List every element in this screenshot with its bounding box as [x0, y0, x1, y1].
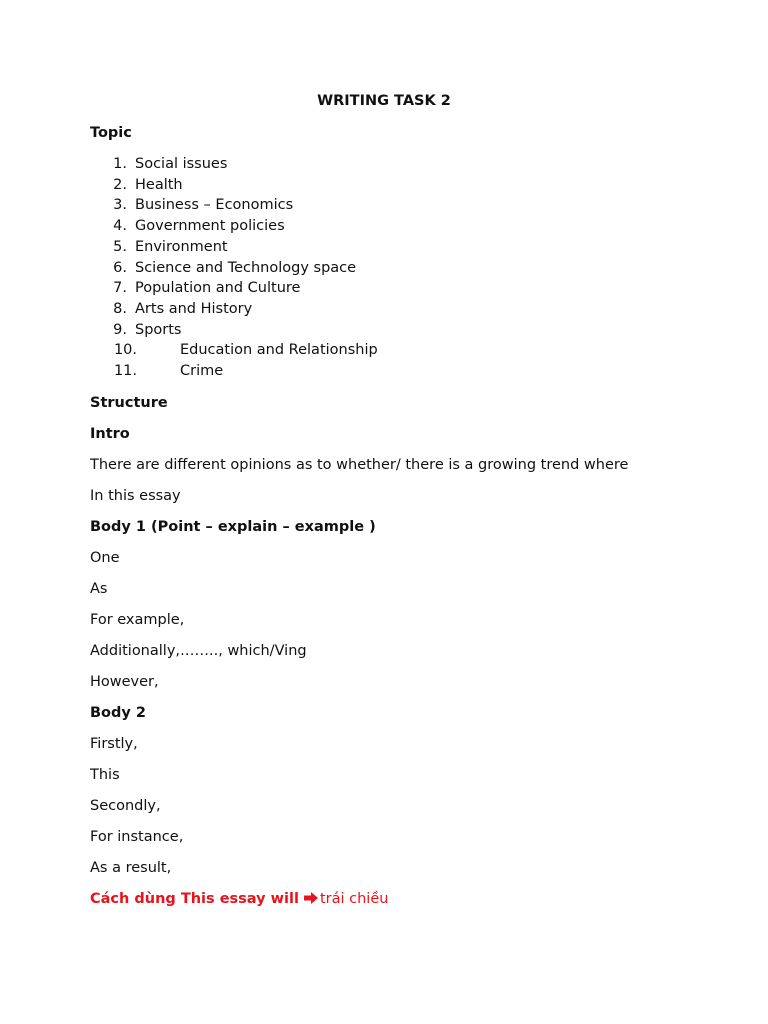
- page-title: WRITING TASK 2: [317, 93, 451, 109]
- body2-heading: Body 2: [90, 704, 146, 721]
- list-item: [90, 237, 728, 258]
- body1-line: One: [90, 549, 120, 566]
- list-number: 2.: [113, 176, 127, 193]
- list-number: 7.: [113, 280, 127, 297]
- usage-note: [90, 889, 728, 909]
- intro-line: There are different opinions as to whether/ there is a growing trend where: [90, 456, 629, 473]
- list-number: 6.: [113, 259, 127, 276]
- usage-note-text: trái chiều: [319, 890, 389, 907]
- list-item: [90, 361, 728, 382]
- list-item-label: Business – Economics: [135, 197, 294, 214]
- intro-line: In this essay: [90, 487, 181, 504]
- list-number: 8.: [113, 300, 127, 317]
- list-item: [90, 278, 728, 299]
- body1-line: For example,: [90, 611, 185, 628]
- body1-line: However,: [90, 673, 159, 690]
- list-item-label: Population and Culture: [135, 280, 301, 297]
- list-number: 5.: [113, 238, 127, 255]
- list-item: [90, 340, 728, 361]
- list-number: 4.: [113, 218, 127, 235]
- list-item: [90, 320, 728, 341]
- list-item-label: Education and Relationship: [180, 342, 378, 359]
- list-item-label: Government policies: [135, 218, 285, 235]
- list-number: 11.: [113, 363, 137, 380]
- list-item: [90, 299, 728, 320]
- list-item-label: Sports: [135, 321, 182, 338]
- list-item-label: Science and Technology space: [135, 259, 357, 276]
- body2-line: For instance,: [90, 828, 184, 845]
- list-item: [90, 195, 728, 216]
- list-item: [90, 216, 728, 237]
- body2-line: Secondly,: [90, 797, 161, 814]
- list-item: [90, 258, 728, 279]
- list-item-label: Environment: [135, 238, 228, 255]
- body1-line: As: [90, 580, 108, 597]
- right-arrow-icon: [303, 891, 319, 905]
- body2-line: This: [90, 766, 120, 783]
- list-number: 10.: [113, 342, 137, 359]
- list-item-label: Health: [135, 176, 183, 193]
- topic-list: [90, 154, 728, 382]
- document-body: [90, 123, 728, 920]
- body2-line: Firstly,: [90, 735, 138, 752]
- body1-line: Additionally,…….., which/Ving: [90, 642, 307, 659]
- list-number: 1.: [113, 156, 127, 172]
- body2-line: As a result,: [90, 859, 172, 876]
- list-item-label: Social issues: [135, 156, 228, 172]
- structure-heading: Structure: [90, 394, 168, 411]
- usage-note-bold: Cách dùng This essay will: [90, 890, 299, 907]
- list-item-label: Crime: [180, 363, 224, 380]
- list-number: 9.: [113, 321, 127, 338]
- list-item-label: Arts and History: [135, 300, 253, 317]
- list-item: [90, 175, 728, 196]
- intro-heading: Intro: [90, 425, 130, 442]
- body1-heading: Body 1 (Point – explain – example ): [90, 518, 376, 535]
- topic-heading: Topic: [90, 125, 132, 141]
- list-number: 3.: [113, 197, 127, 214]
- list-item: [90, 154, 728, 175]
